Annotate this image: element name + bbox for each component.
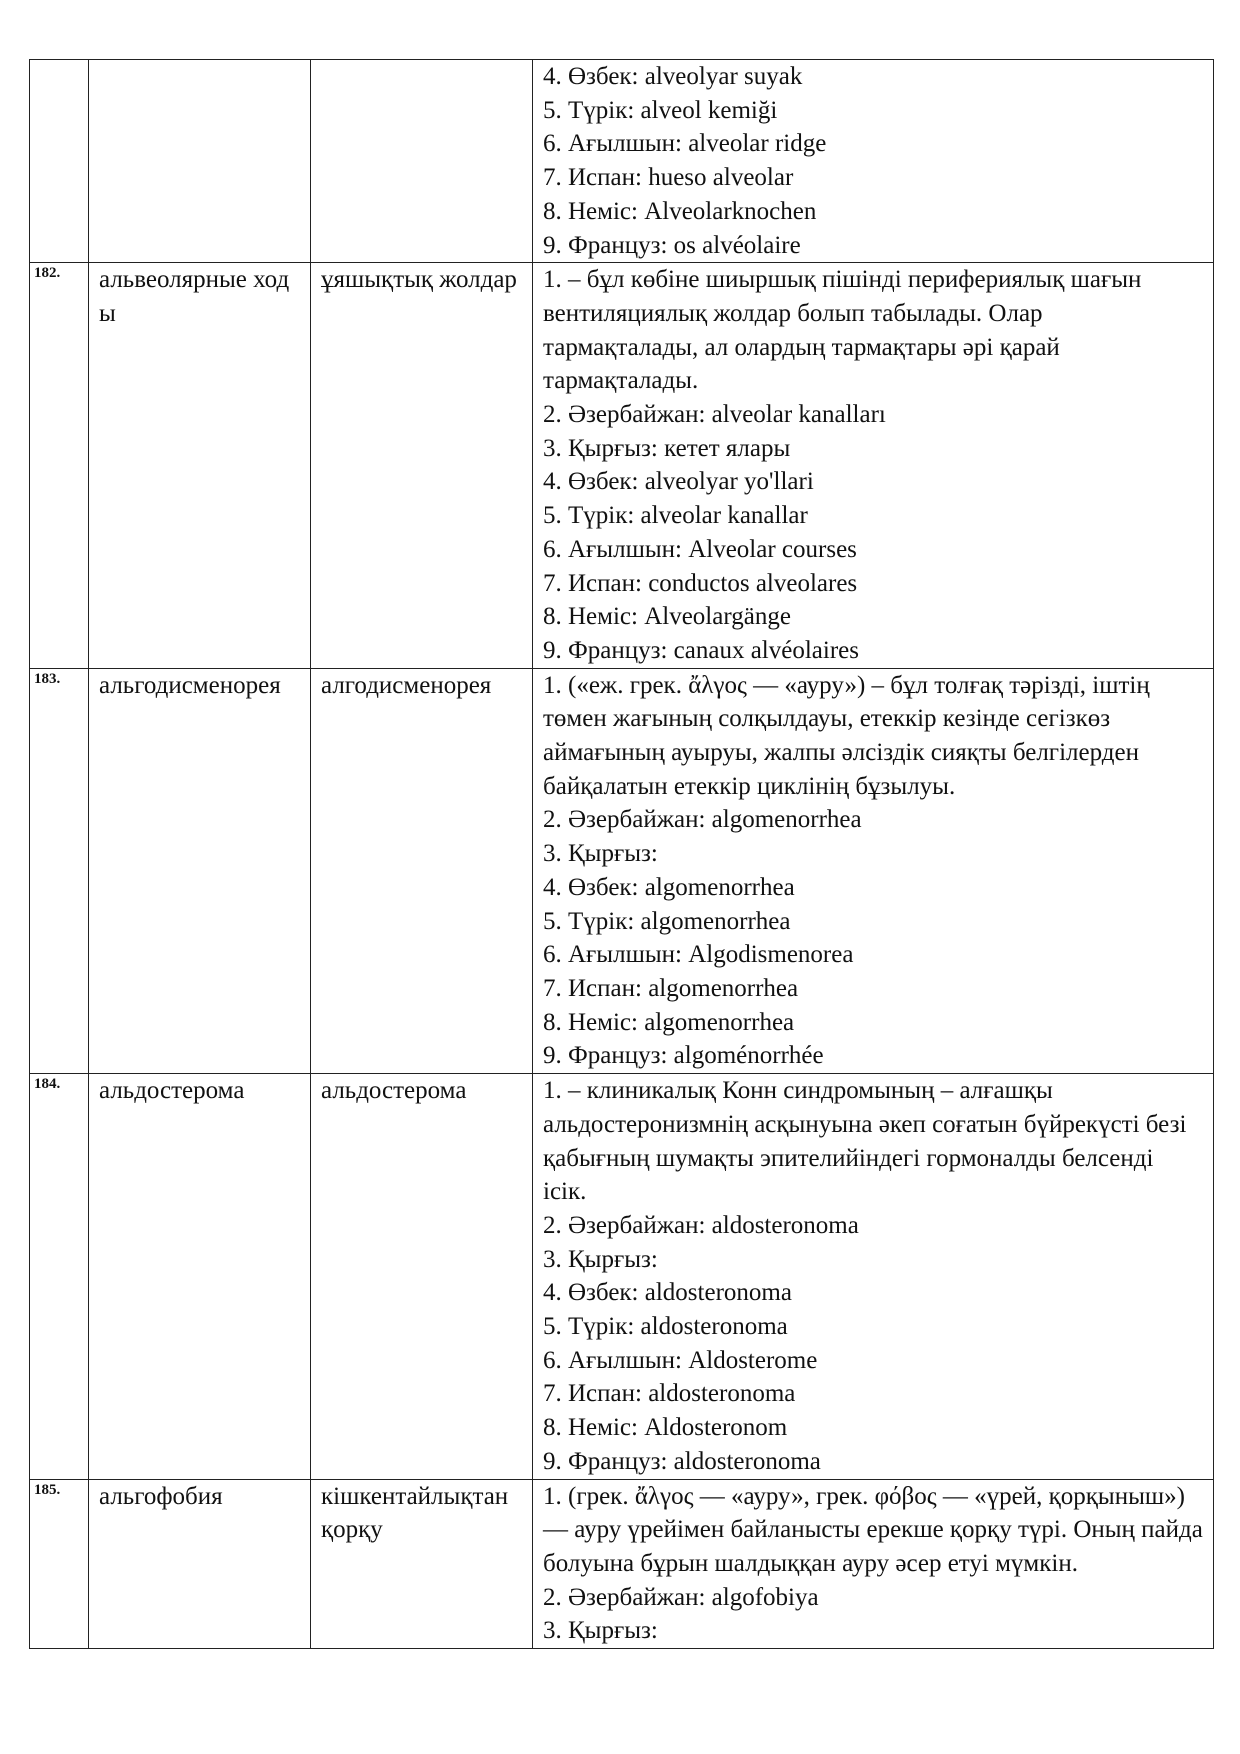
translation-line: 5. Түрік: algomenorrhea xyxy=(543,907,791,935)
translation-line: 4. Өзбек: aldosteronoma xyxy=(543,1279,792,1307)
translation-line: 2. Әзербайжан: alveolar kanalları xyxy=(543,401,886,429)
translation-line: 4. Өзбек: alveolyar yo'llari xyxy=(543,468,814,496)
entry-number: 182. xyxy=(30,263,89,668)
kazakh-term: алгодисменорея xyxy=(311,668,533,1073)
table-row xyxy=(30,1074,1214,1479)
translation-line: 8. Неміс: Alveolarknochen xyxy=(543,197,817,225)
translation-line: 5. Түрік: alveolar kanallar xyxy=(543,502,808,530)
russian-term: альгодисменорея xyxy=(89,668,311,1073)
translation-line: 7. Испан: algomenorrhea xyxy=(543,974,799,1002)
translation-line: 7. Испан: conductos alveolares xyxy=(543,569,858,597)
definition-cell xyxy=(533,1074,1214,1479)
translation-line: 6. Ағылшын: alveolar ridge xyxy=(543,130,827,158)
translation-line: 8. Неміс: Alveolargänge xyxy=(543,603,791,631)
dictionary-table xyxy=(29,59,1214,1649)
kazakh-term: альдостерома xyxy=(311,1074,533,1479)
definition-cell xyxy=(533,668,1214,1073)
translation-line: 9. Француз: aldosteronoma xyxy=(543,1447,821,1475)
translation-line: 5. Түрік: aldosteronoma xyxy=(543,1313,788,1341)
translation-line: 4. Өзбек: alveolyar suyak xyxy=(543,63,803,90)
entry-number: 183. xyxy=(30,668,89,1073)
russian-term: альвеолярные ходы xyxy=(89,263,311,668)
translation-line: 3. Қырғыз: xyxy=(543,840,658,868)
translation-line: 8. Неміс: Aldosteronom xyxy=(543,1414,788,1442)
table-row xyxy=(30,60,1214,263)
definition-cell xyxy=(533,60,1214,263)
kazakh-term: кішкентайлықтан қорқу xyxy=(311,1479,533,1649)
definition-text: 1. («еж. грек. ἄλγος — «ауру») – бұл толғақ тәрізді, іштің төмен жағының солқылдауы, етеккір кезінде сегізкөз аймағының ауыруы, жалпы әлсіздік сияқты белгілерден байқалатын етеккір циклінің бұзылуы. xyxy=(543,671,1150,800)
translation-line: 5. Түрік: alveol kemiği xyxy=(543,96,778,124)
translation-line: 9. Француз: algoménorrhée xyxy=(543,1042,824,1070)
definition-cell xyxy=(533,263,1214,668)
table-row xyxy=(30,668,1214,1073)
translation-line: 6. Ағылшын: Alveolar courses xyxy=(543,535,857,563)
russian-term xyxy=(89,60,311,263)
entry-number: 185. xyxy=(30,1479,89,1649)
dictionary-body xyxy=(30,60,1214,1649)
translation-line: 2. Әзербайжан: algomenorrhea xyxy=(543,806,862,834)
translation-line: 2. Әзербайжан: algofobiya xyxy=(543,1583,819,1611)
table-row xyxy=(30,263,1214,668)
entry-number xyxy=(30,60,89,263)
table-row xyxy=(30,1479,1214,1649)
translation-line: 6. Ағылшын: Aldosterome xyxy=(543,1346,818,1374)
entry-number: 184. xyxy=(30,1074,89,1479)
translation-line: 7. Испан: aldosteronoma xyxy=(543,1380,796,1408)
translation-line: 2. Әзербайжан: aldosteronoma xyxy=(543,1211,859,1239)
translation-line: 3. Қырғыз: xyxy=(543,1617,658,1645)
translation-line: 3. Қырғыз: xyxy=(543,1245,658,1273)
definition-text: 1. (грек. ἄλγος — «ауру», грек. φόβος — «үрей, қорқыныш») — ауру үрейімен байланысты ерекше қорқу түрі. Оның пайда болуына бұрын шалдыққан ауру әсер етуі мүмкін. xyxy=(543,1482,1203,1577)
russian-term: альдостерома xyxy=(89,1074,311,1479)
translation-line: 9. Француз: os alvéolaire xyxy=(543,231,801,259)
definition-text: 1. – бұл көбіне шиыршық пішінді перифериялық шағын вентиляциялық жолдар болып табылады. Олар тармақталады, ал олардың тармақтары әрі қарай тармақталады. xyxy=(543,266,1142,395)
translation-line: 8. Неміс: algomenorrhea xyxy=(543,1008,795,1036)
definition-text: 1. – клиникалық Конн синдромының – алғашқы альдостеронизмнің асқынуына әкеп соғатын бүйрекүсті безі қабығның шумақты эпителийіндегі гормоналды белсенді ісік. xyxy=(543,1077,1187,1206)
definition-cell xyxy=(533,1479,1214,1649)
russian-term: альгофобия xyxy=(89,1479,311,1649)
translation-line: 6. Ағылшын: Algodismenorea xyxy=(543,941,854,969)
kazakh-term xyxy=(311,60,533,263)
translation-line: 9. Француз: canaux alvéolaires xyxy=(543,636,859,664)
translation-line: 3. Қырғыз: кетет ялары xyxy=(543,434,791,462)
translation-line: 7. Испан: hueso alveolar xyxy=(543,164,794,192)
kazakh-term: ұяшықтық жолдар xyxy=(311,263,533,668)
translation-line: 4. Өзбек: algomenorrhea xyxy=(543,873,795,901)
